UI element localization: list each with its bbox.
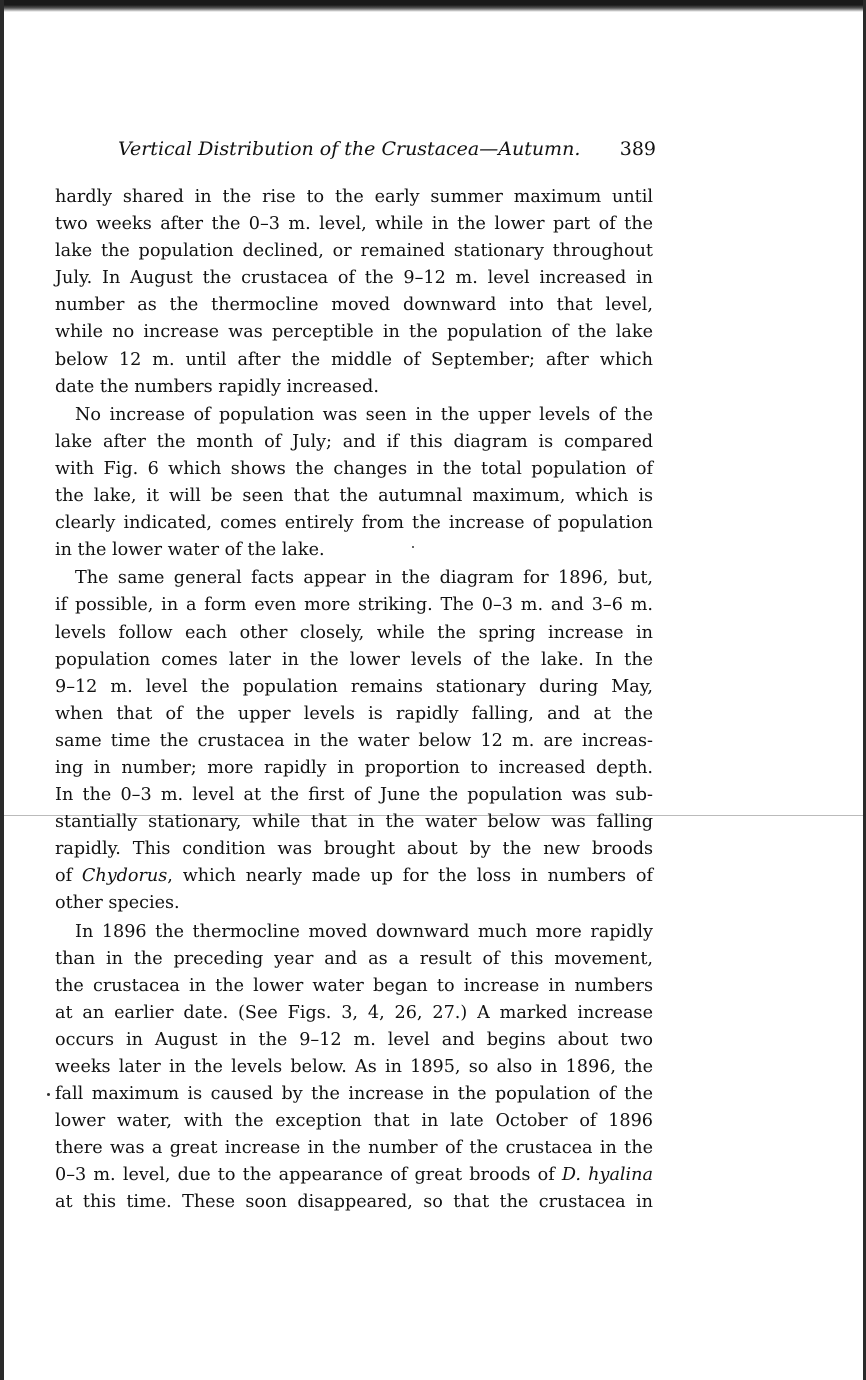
text-line: lower water, with the exception that in late October of 1896 — [55, 1111, 653, 1132]
running-title: Vertical Distribution of the Crustacea—Autumn. — [118, 138, 581, 160]
paragraph-4 — [55, 919, 653, 1217]
text-line: with Fig. 6 which shows the changes in the total population of — [55, 458, 653, 479]
text-line: the crustacea in the lower water began to increase in numbers — [55, 975, 653, 996]
text-line: In 1896 the thermocline moved downward much more rapidly — [75, 921, 653, 942]
text-line: levels follow each other closely, while the spring increase in — [55, 622, 653, 643]
text-line: the lake, it will be seen that the autumnal maximum, which is — [55, 486, 653, 507]
text-line: date the numbers rapidly increased. — [55, 376, 379, 397]
scan-left-edge — [0, 0, 4, 1380]
text-line: rapidly. This condition was brought about by the new broods — [55, 839, 653, 860]
body-text — [55, 184, 653, 1218]
text-line: other species. — [55, 893, 180, 914]
running-header — [118, 138, 656, 166]
text-fragment: of — [55, 866, 82, 887]
text-fragment: 0–3 m. level, due to the appearance of great broods of — [55, 1165, 562, 1186]
text-line: fall maximum is caused by the increase in the population of the — [55, 1084, 653, 1105]
text-line: population comes later in the lower levels of the lake. In the — [55, 649, 653, 670]
text-line: weeks later in the levels below. As in 1895, so also in 1896, the — [55, 1057, 653, 1077]
text-line: than in the preceding year and as a result of this movement, — [55, 948, 653, 969]
text-line: The same general facts appear in the diagram for 1896, but, — [75, 568, 653, 589]
text-line: lake after the month of July; and if this diagram is compared — [55, 431, 653, 452]
text-line: when that of the upper levels is rapidly falling, and at the — [55, 703, 653, 724]
text-line — [55, 1162, 653, 1189]
text-line: July. In August the crustacea of the 9–12 m. level increased in — [55, 268, 653, 289]
page-number: 389 — [619, 138, 656, 160]
text-line: clearly indicated, comes entirely from the increase of population — [55, 513, 653, 534]
text-line: at an earlier date. (See Figs. 3, 4, 26, 27.) A marked increase — [55, 1002, 653, 1023]
text-line: in the lower water of the lake. — [55, 540, 325, 561]
text-line: at this time. These soon disappeared, so that the crustacea in — [55, 1192, 653, 1213]
scan-speck — [47, 1093, 50, 1096]
text-line: two weeks after the 0–3 m. level, while in the lower part of the — [55, 214, 653, 235]
text-fragment: , which nearly made up for the loss in numbers of — [167, 866, 653, 887]
text-line: number as the thermocline moved downward into that level, — [55, 295, 653, 316]
text-line — [55, 863, 653, 890]
text-line: if possible, in a form even more striking. The 0–3 m. and 3–6 m. — [55, 595, 653, 616]
species-name-d-hyalina: D. hyalina — [561, 1165, 654, 1186]
scan-top-edge — [0, 0, 866, 12]
text-line: while no increase was perceptible in the population of the lake — [55, 322, 653, 343]
text-line: below 12 m. until after the middle of September; after which — [55, 349, 653, 370]
text-line: there was a great increase in the number of the crustacea in the — [55, 1138, 653, 1159]
text-line: lake the population declined, or remained stationary throughout — [55, 241, 653, 262]
genus-name-chydorus: Chydorus — [81, 866, 168, 887]
paragraph-3 — [55, 565, 653, 917]
text-line: same time the crustacea in the water below 12 m. are increas- — [55, 730, 653, 751]
text-line: No increase of population was seen in the upper levels of the — [75, 404, 653, 425]
paragraph-2 — [55, 402, 653, 565]
text-line: hardly shared in the rise to the early summer maximum until — [55, 187, 653, 207]
text-line: occurs in August in the 9–12 m. level and begins about two — [55, 1029, 653, 1050]
text-line: 9–12 m. level the population remains stationary during May, — [55, 676, 653, 697]
paragraph-1 — [55, 184, 653, 401]
text-line: In the 0–3 m. level at the first of June the population was sub- — [55, 785, 653, 806]
text-line: stantially stationary, while that in the water below was falling — [55, 812, 653, 833]
text-line: ing in number; more rapidly in proportion to increased depth. — [55, 757, 653, 778]
